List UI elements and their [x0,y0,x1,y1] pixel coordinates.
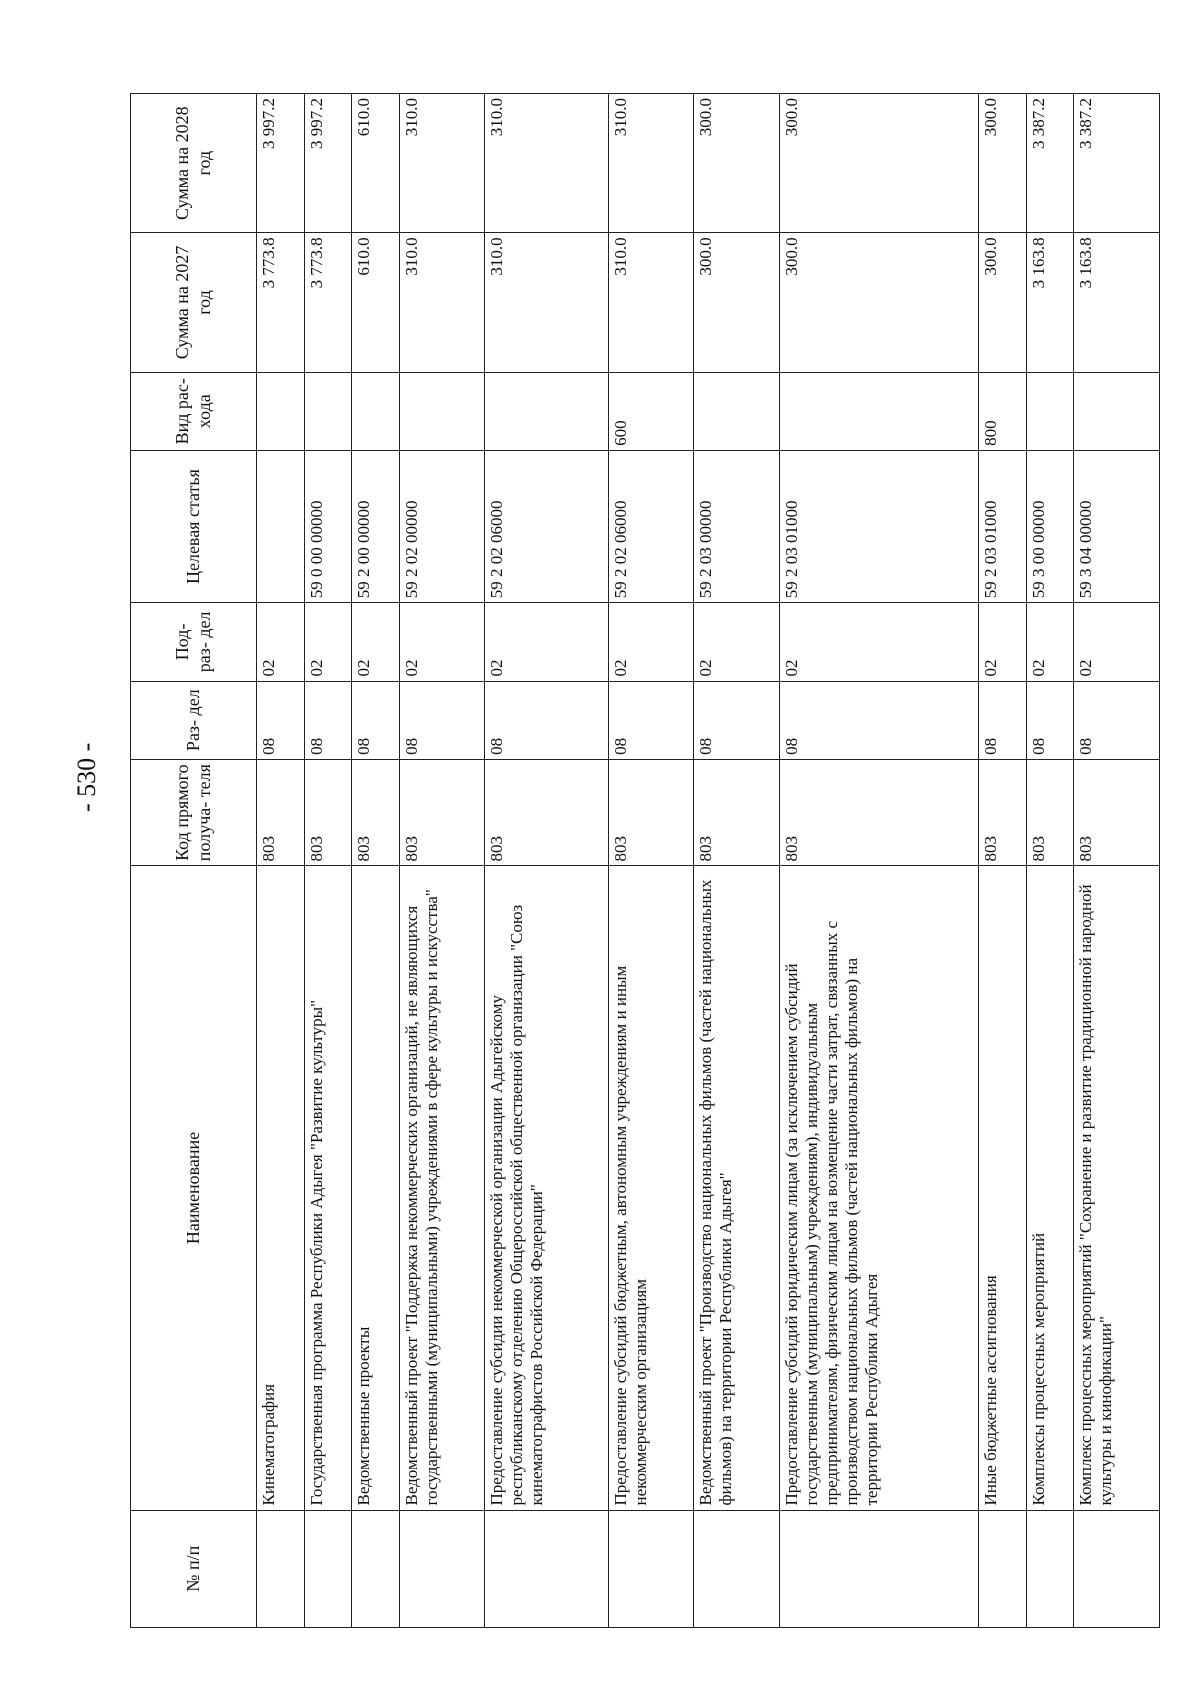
table-row [608,94,694,1628]
cell-subsection: 02 [399,603,485,681]
cell-recipient: 803 [1026,759,1074,866]
cell-target: 59 2 00 00000 [352,450,400,602]
table-row [304,94,352,1628]
cell-recipient: 803 [979,759,1027,866]
cell-target: 59 0 00 00000 [304,450,352,602]
cell-sum2027: 310.0 [485,233,609,372]
cell-recipient: 803 [779,759,979,866]
cell-section: 08 [1026,681,1074,759]
header-exp-type: Вид рас- хода [131,372,257,450]
cell-idx [694,1510,780,1627]
cell-exp-type: 800 [979,372,1027,450]
cell-idx [1026,1510,1074,1627]
cell-name: Ведомственные проекты [352,866,400,1510]
cell-subsection: 02 [979,603,1027,681]
table-row [399,94,485,1628]
cell-name: Предоставление субсидий юридическим лицам (за исключением субсидий государственным (муниципальным) учреждениям), индивидуальным предпринимателям, физическим лицам на возмещение части затрат, связанных с производством национальных фильмов (частей национальных фильмов) на территории Республики Адыгея [779,866,979,1510]
table-row [1026,94,1074,1628]
cell-section: 08 [694,681,780,759]
cell-sum2027: 310.0 [608,233,694,372]
cell-name: Государственная программа Республики Адыгея "Развитие культуры" [304,866,352,1510]
header-name: Наименование [131,866,257,1510]
cell-subsection: 02 [1074,603,1160,681]
table-row [485,94,609,1628]
cell-sum2028: 3 997.2 [304,94,352,233]
cell-exp-type [399,372,485,450]
table-header-row [131,94,257,1628]
cell-sum2027: 300.0 [779,233,979,372]
cell-sum2027: 310.0 [399,233,485,372]
cell-sum2028: 610.0 [352,94,400,233]
cell-recipient: 803 [485,759,609,866]
cell-sum2027: 3 773.8 [304,233,352,372]
cell-section: 08 [1074,681,1160,759]
table-row [1074,94,1160,1628]
cell-section: 08 [979,681,1027,759]
cell-target: 59 2 03 00000 [694,450,780,602]
cell-recipient: 803 [304,759,352,866]
cell-name: Кинематография [257,866,305,1510]
table-row [979,94,1027,1628]
cell-target [257,450,305,602]
cell-sum2028: 3 387.2 [1074,94,1160,233]
header-section: Раз- дел [131,681,257,759]
cell-section: 08 [608,681,694,759]
cell-exp-type [304,372,352,450]
header-target: Целевая статья [131,450,257,602]
cell-section: 08 [779,681,979,759]
cell-subsection: 02 [257,603,305,681]
cell-name: Комплексы процессных мероприятий [1026,866,1074,1510]
table-row [352,94,400,1628]
cell-target: 59 2 03 01000 [779,450,979,602]
cell-subsection: 02 [352,603,400,681]
rotated-table-container [130,93,1160,1628]
cell-sum2028: 300.0 [779,94,979,233]
cell-sum2027: 3 773.8 [257,233,305,372]
cell-idx [399,1510,485,1627]
cell-recipient: 803 [608,759,694,866]
cell-sum2028: 310.0 [399,94,485,233]
cell-sum2027: 300.0 [979,233,1027,372]
cell-name: Предоставление субсидии некоммерческой организации Адыгейскому республиканскому отделению Общероссийской общественной организации "Союз кинематографистов Российской Федерации" [485,866,609,1510]
cell-subsection: 02 [779,603,979,681]
cell-sum2028: 310.0 [485,94,609,233]
cell-name: Предоставление субсидий бюджетным, автономным учреждениям и иным некоммерческим организациям [608,866,694,1510]
cell-recipient: 803 [399,759,485,866]
cell-sum2028: 310.0 [608,94,694,233]
cell-exp-type [1026,372,1074,450]
cell-exp-type [485,372,609,450]
cell-name: Ведомственный проект "Производство национальных фильмов (частей национальных фильмов) на территории Республики Адыгея" [694,866,780,1510]
cell-subsection: 02 [304,603,352,681]
header-idx: № п/п [131,1510,257,1627]
cell-idx [779,1510,979,1627]
cell-subsection: 02 [485,603,609,681]
cell-target: 59 2 03 01000 [979,450,1027,602]
cell-exp-type [352,372,400,450]
cell-idx [485,1510,609,1627]
cell-exp-type [779,372,979,450]
cell-subsection: 02 [1026,603,1074,681]
header-sum-2028: Сумма на 2028 год [131,94,257,233]
cell-idx [352,1510,400,1627]
header-sum-2027: Сумма на 2027 год [131,233,257,372]
cell-idx [304,1510,352,1627]
table-row [257,94,305,1628]
cell-sum2027: 610.0 [352,233,400,372]
cell-section: 08 [485,681,609,759]
cell-sum2027: 3 163.8 [1074,233,1160,372]
header-recipient: Код прямого получа- теля [131,759,257,866]
cell-exp-type: 600 [608,372,694,450]
cell-idx [979,1510,1027,1627]
cell-section: 08 [257,681,305,759]
table-row [779,94,979,1628]
cell-target: 59 3 04 00000 [1074,450,1160,602]
cell-target: 59 2 02 00000 [399,450,485,602]
cell-idx [1074,1510,1160,1627]
cell-sum2027: 3 163.8 [1026,233,1074,372]
cell-target: 59 2 02 06000 [608,450,694,602]
cell-exp-type [694,372,780,450]
cell-section: 08 [304,681,352,759]
cell-target: 59 3 00 00000 [1026,450,1074,602]
cell-idx [257,1510,305,1627]
cell-name: Комплекс процессных мероприятий "Сохранение и развитие традиционной народной культуры и кинофикации" [1074,866,1160,1510]
cell-name: Иные бюджетные ассигнования [979,866,1027,1510]
cell-sum2028: 300.0 [694,94,780,233]
cell-recipient: 803 [352,759,400,866]
cell-sum2028: 3 387.2 [1026,94,1074,233]
cell-idx [608,1510,694,1627]
cell-target: 59 2 02 06000 [485,450,609,602]
cell-name: Ведомственный проект "Поддержка некоммерческих организаций, не являющихся государственными (муниципальными) учреждениями в сфере культуры и искусства" [399,866,485,1510]
cell-sum2028: 300.0 [979,94,1027,233]
cell-subsection: 02 [608,603,694,681]
cell-recipient: 803 [694,759,780,866]
header-subsection: Под- раз- дел [131,603,257,681]
cell-sum2027: 300.0 [694,233,780,372]
budget-table [130,93,1160,1628]
cell-exp-type [1074,372,1160,450]
cell-exp-type [257,372,305,450]
table-row [694,94,780,1628]
page-number: - 530 - [72,742,101,812]
cell-recipient: 803 [257,759,305,866]
cell-section: 08 [352,681,400,759]
cell-section: 08 [399,681,485,759]
cell-subsection: 02 [694,603,780,681]
cell-sum2028: 3 997.2 [257,94,305,233]
cell-recipient: 803 [1074,759,1160,866]
